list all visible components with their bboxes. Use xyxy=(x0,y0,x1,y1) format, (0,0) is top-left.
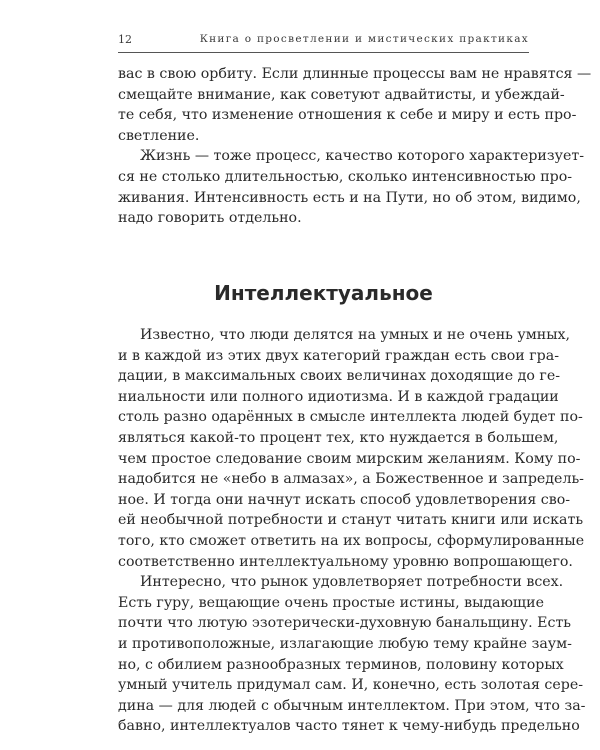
text-line: светление. xyxy=(118,127,200,144)
text-line: почти что лютую эзотерически-духовную банальщину. Есть xyxy=(118,615,572,632)
text-line: ниальности или полного идиотизма. И в каждой градации xyxy=(118,388,559,405)
text-line: дина — для людей с обычным интеллектом. При этом, что за- xyxy=(118,697,586,714)
text-line: те себя, что изменение отношения к себе и миру и есть про- xyxy=(118,107,577,124)
text-line: и в каждой из этих двух категорий граждан есть свои гра- xyxy=(118,347,559,364)
text-block-top xyxy=(118,64,592,229)
running-title: Книга о просветлении и мистических практиках xyxy=(199,33,529,45)
page-number: 12 xyxy=(118,33,132,46)
header-rule xyxy=(118,52,529,53)
text-line: Известно, что люди делятся на умных и не очень умных, xyxy=(140,327,571,343)
text-line: Есть гуру, вещающие очень простые истины, выдающие xyxy=(118,594,544,611)
text-line: живания. Интенсивность есть и на Пути, но об этом, видимо, xyxy=(118,189,581,206)
page-header xyxy=(118,33,529,49)
text-line: того, кто сможет ответить на их вопросы, сформулированные xyxy=(118,532,585,549)
text-line: соответственно интеллектуальному уровню вопрошающего. xyxy=(118,553,573,570)
text-line: надобится не «небо в алмазах», а Божественное и запредель- xyxy=(118,471,584,488)
section-heading: Интеллектуальное xyxy=(214,281,433,305)
text-line: бавно, интеллектуалов часто тянет к чему-нибудь предельно xyxy=(118,718,580,735)
text-line: чем простое следование своим мирским желаниям. Кому по- xyxy=(118,450,581,467)
text-line: надо говорить отдельно. xyxy=(118,210,302,227)
text-line: ное. И тогда они начнут искать способ удовлетворения сво- xyxy=(118,491,571,508)
text-line: умный учитель придумал сам. И, конечно, есть золотая сере- xyxy=(118,677,584,694)
text-line: являться какой-то процент тех, кто нуждается в большем, xyxy=(118,429,559,446)
text-line: смещайте внимание, как советуют адвайтисты, и убеждай- xyxy=(118,86,565,103)
text-line: вас в свою орбиту. Если длинные процессы вам не нравятся — xyxy=(118,66,592,82)
text-line: и противоположные, излагающие любую тему крайне заум- xyxy=(118,635,572,652)
text-line: столь разно одарённых в смысле интеллекта людей будет по- xyxy=(118,409,583,426)
text-line: ся не столько длительностью, сколько интенсивностью про- xyxy=(118,168,573,185)
text-block-main xyxy=(118,325,586,737)
text-line: Жизнь — тоже процесс, качество которого характеризует- xyxy=(140,148,584,165)
text-line: ей необычной потребности и станут читать книги или искать xyxy=(118,512,584,529)
text-line: Интересно, что рынок удовлетворяет потребности всех. xyxy=(140,574,564,591)
text-line: но, с обилием разнообразных терминов, половину которых xyxy=(118,656,564,673)
text-line: дации, в максимальных своих величинах доходящие до ге- xyxy=(118,368,561,385)
